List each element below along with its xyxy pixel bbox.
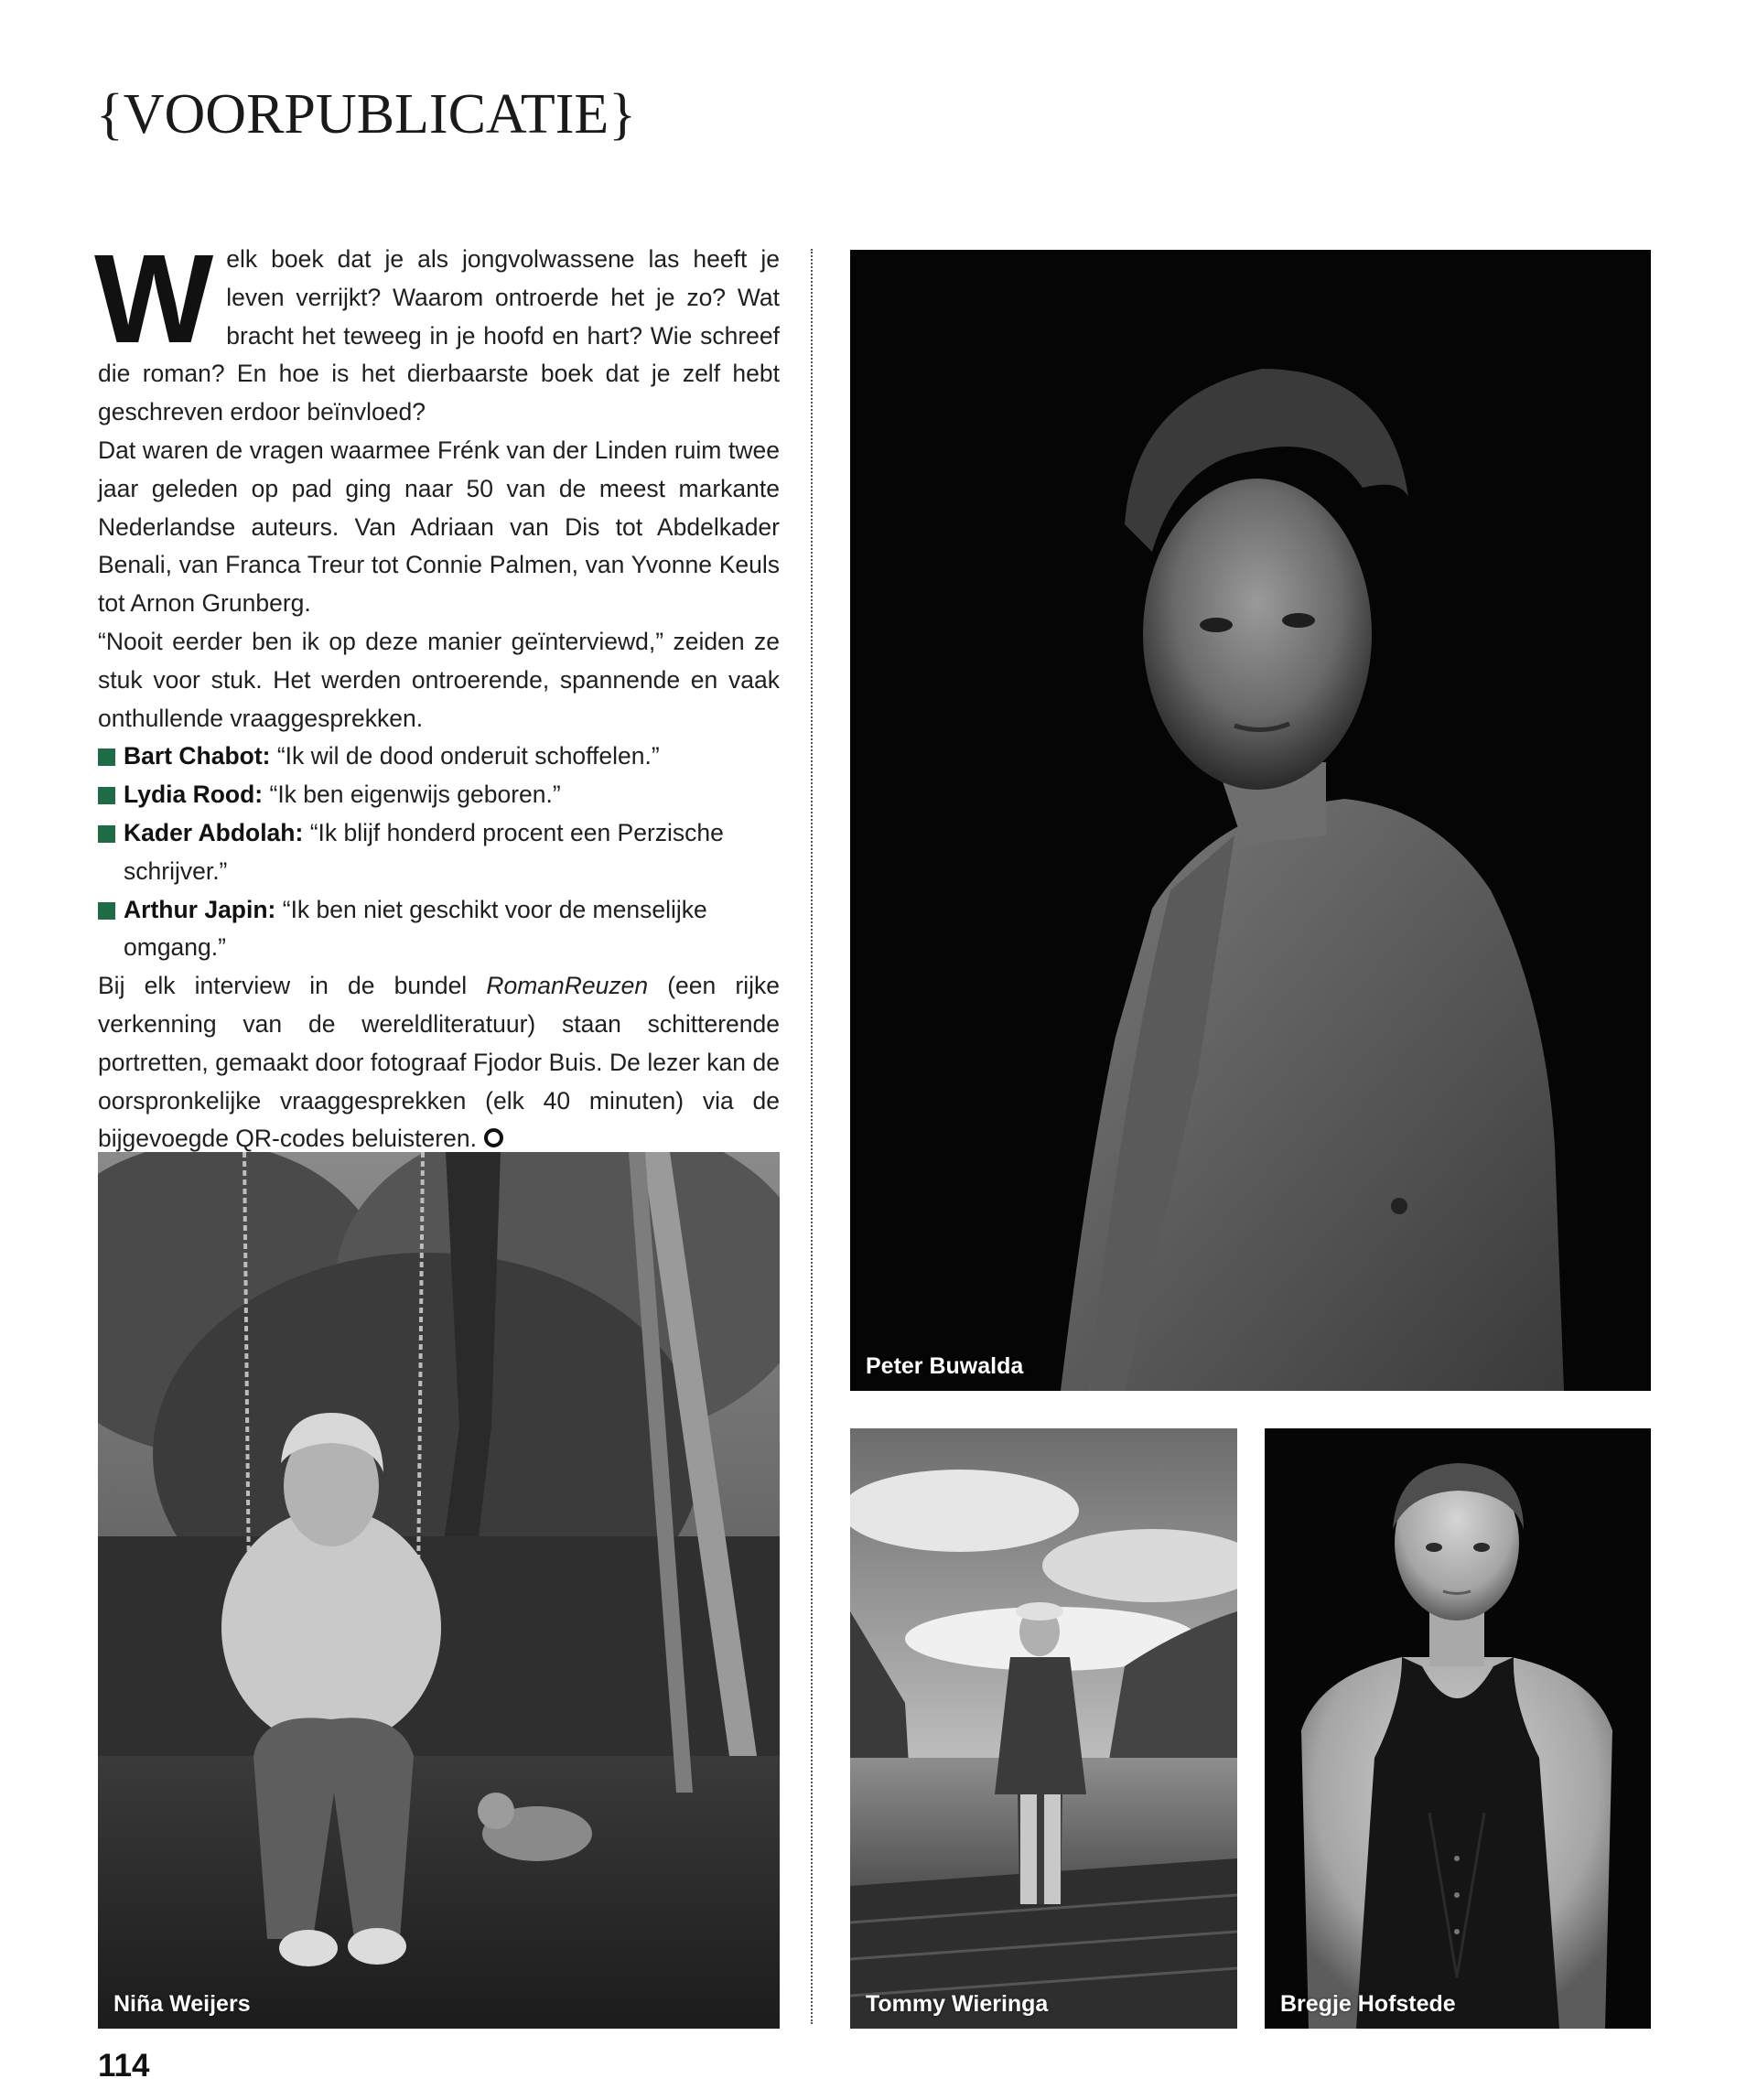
- section-title: {VOORPUBLICATIE}: [96, 83, 636, 145]
- intro-paragraph: [94, 229, 780, 432]
- photo-nina-weijers: [98, 1152, 780, 2029]
- column-divider: [811, 249, 813, 2024]
- closing-text-start: Bij elk interview in de bundel: [98, 972, 487, 1000]
- quote-text: “Ik blijf honderd procent een Perzische schrijver.”: [124, 818, 724, 885]
- bullet-square-icon: [98, 902, 115, 920]
- quote-item: [98, 776, 780, 814]
- quote-author: Lydia Rood:: [124, 781, 264, 809]
- closing-paragraph: [98, 967, 780, 1158]
- photo-caption: Bregje Hofstede: [1280, 1991, 1456, 2017]
- book-title: RomanReuzen: [486, 972, 649, 1000]
- bullet-square-icon: [98, 825, 115, 843]
- closing-text-end: (een rijke verkenning van de wereldliteratuur) staan schitterende portretten, gemaakt door fotograaf Fjodor Buis. De lezer kan de oorspronkelijke vraaggesprekken (elk 40 minuten) via de bijgevoegde QR-codes beluisteren.: [98, 972, 780, 1153]
- photo-tommy-wieringa: [850, 1428, 1237, 2029]
- photo-caption: Peter Buwalda: [866, 1353, 1024, 1379]
- article-body: [94, 229, 780, 1158]
- quote-author: Arthur Japin:: [124, 895, 276, 923]
- bullet-square-icon: [98, 787, 115, 804]
- photo-bregje-hofstede: [1265, 1428, 1651, 2029]
- paragraph-2: Dat waren de vragen waarmee Frénk van der Linden ruim twee jaar geleden op pad ging naar 50 van de meest markante Nederlandse auteurs. Van Adriaan van Dis tot Abdelkader Benali, van Franca Treur tot Connie Palmen, van Yvonne Keuls tot Arnon Grunberg.: [98, 436, 780, 618]
- paragraph-3: “Nooit eerder ben ik op deze manier geïnterviewd,” zeiden ze stuk voor stuk. Het werden ontroerende, spannende en vaak onthullende vraaggesprekken.: [98, 627, 780, 732]
- quote-item: [98, 891, 780, 968]
- photo-caption: Niña Weijers: [113, 1991, 251, 2017]
- quote-author: Bart Chabot:: [124, 742, 271, 770]
- portrait-illustration: [850, 250, 1651, 1391]
- quote-item: [98, 814, 780, 891]
- photo-peter-buwalda: [850, 250, 1651, 1391]
- quote-text: “Ik wil de dood onderuit schoffelen.”: [276, 742, 660, 770]
- intro-text: elk boek dat je als jongvolwassene las heeft je leven verrijkt? Waarom ontroerde het je zo? Wat bracht het teweeg in je hoofd en hart? Wie schreef die roman? En hoe is het dierbaarste boek dat je zelf hebt geschreven erdoor beïnvloed?: [98, 245, 780, 426]
- photo-caption: Tommy Wieringa: [866, 1991, 1049, 2017]
- end-mark-icon: [484, 1128, 503, 1147]
- page-number: 114: [98, 2048, 150, 2084]
- bullet-square-icon: [98, 748, 115, 766]
- portrait-illustration: [98, 1152, 780, 2029]
- quote-text: “Ik ben niet geschikt voor de menselijke omgang.”: [124, 895, 707, 962]
- portrait-illustration: [1265, 1428, 1651, 2029]
- drop-cap: W: [94, 229, 214, 370]
- quote-author: Kader Abdolah:: [124, 818, 304, 846]
- quote-item: [98, 738, 780, 776]
- quote-text: “Ik ben eigenwijs geboren.”: [269, 781, 561, 809]
- quote-list: [98, 738, 780, 967]
- portrait-illustration: [850, 1428, 1237, 2029]
